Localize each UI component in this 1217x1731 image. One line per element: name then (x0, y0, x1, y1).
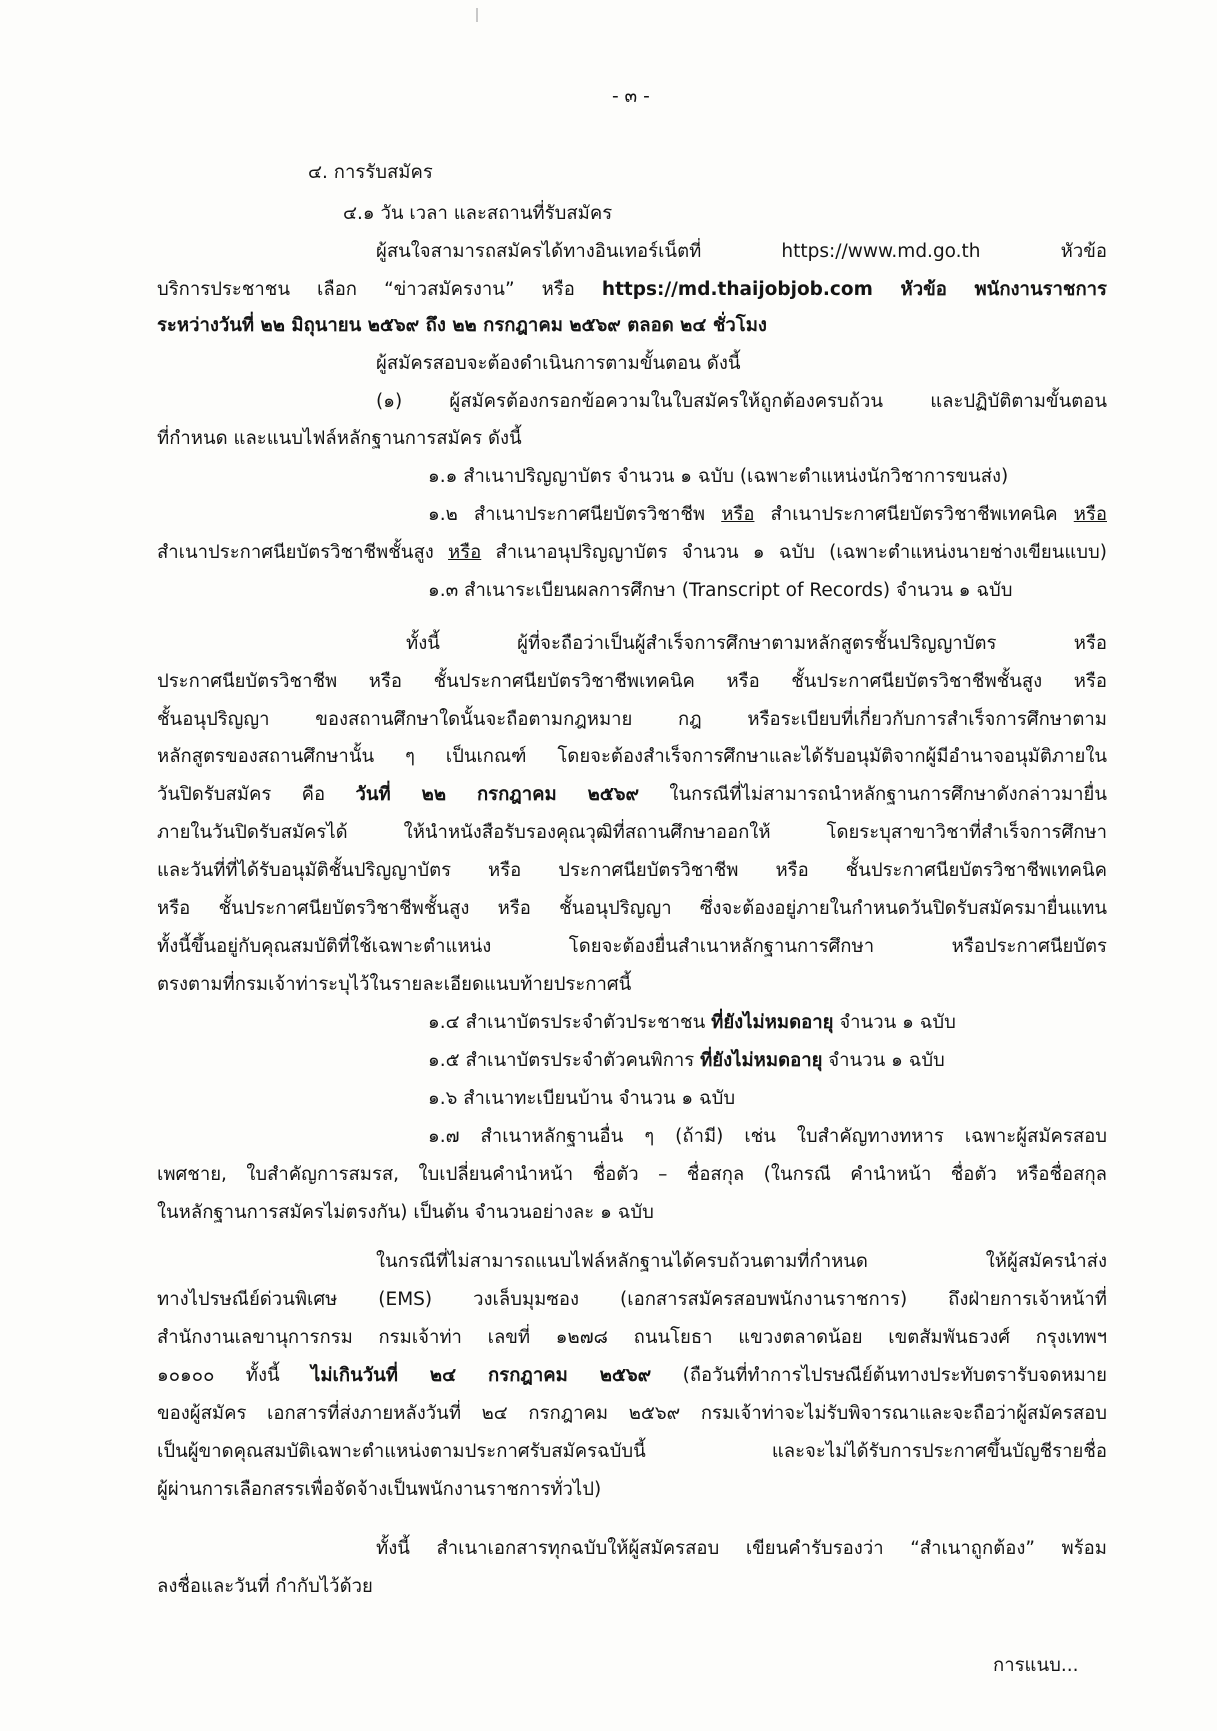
certify-line-1: ทั้งนี้ สำเนาเอกสารทุกฉบับให้ผู้สมัครสอบ เขียนคำรับรองว่า “สำเนาถูกต้อง” พร้อม (376, 1538, 1107, 1559)
item-1-2-or-1: หรือ (721, 504, 755, 525)
item-1-4-validity: ที่ยังไม่หมดอายุ (711, 1012, 834, 1033)
intro-line-2 (157, 281, 1107, 300)
item-1-5-count: จำนวน ๑ ฉบับ (822, 1050, 945, 1071)
section-heading: ๔. การรับสมัคร (308, 162, 433, 183)
intro-line-1: ผู้สนใจสามารถสมัครได้ทางอินเทอร์เน็ตที่ https://www.md.go.th หัวข้อ (376, 241, 1107, 262)
item-1-2-text-c: สำเนาประกาศนียบัตรวิชาชีพชั้นสูง (157, 542, 448, 563)
edu-line-5 (157, 786, 1107, 805)
item-1-7-line-1: ๑.๗ สำเนาหลักฐานอื่น ๆ (ถ้ามี) เช่น ใบสำคัญทางทหาร เฉพาะผู้สมัครสอบ (428, 1126, 1107, 1147)
item-1-2-line-2 (157, 544, 1107, 563)
item-1-7-line-3: ในหลักฐานการสมัครไม่ตรงกัน) เป็นต้น จำนวนอย่างละ ๑ ฉบับ (157, 1202, 654, 1223)
item-1-2-or-3: หรือ (448, 542, 482, 563)
subsection-heading: ๔.๑ วัน เวลา และสถานที่รับสมัคร (343, 203, 613, 224)
intro-line-2-text: บริการประชาชน เลือก “ข่าวสมัครงาน” หรือ (157, 279, 602, 300)
item-1-2-text-b: สำเนาประกาศนียบัตรวิชาชีพเทคนิค (754, 504, 1074, 525)
item-1-1: ๑.๑ สำเนาปริญญาบัตร จำนวน ๑ ฉบับ (เฉพาะตำแหน่งนักวิชาการขนส่ง) (428, 466, 1009, 487)
ems-line-3: สำนักงานเลขานุการกรม กรมเจ้าท่า เลขที่ ๑๒๗๘ ถนนโยธา แขวงตลาดน้อย เขตสัมพันธวงศ์ กรุงเทพฯ (157, 1327, 1107, 1348)
edu-line-8: หรือ ชั้นประกาศนียบัตรวิชาชีพชั้นสูง หรือ ชั้นอนุปริญญา ซึ่งจะต้องอยู่ภายในกำหนดวันปิดรับสมัครมายื่นแทน (157, 898, 1107, 919)
item-1-6: ๑.๖ สำเนาทะเบียนบ้าน จำนวน ๑ ฉบับ (428, 1088, 736, 1109)
edu-line-2: ประกาศนียบัตรวิชาชีพ หรือ ชั้นประกาศนียบัตรวิชาชีพเทคนิค หรือ ชั้นประกาศนียบัตรวิชาชีพชั้นสูง หรือ (157, 671, 1107, 692)
ems-line-5: ของผู้สมัคร เอกสารที่ส่งภายหลังวันที่ ๒๔ กรกฎาคม ๒๕๖๙ กรมเจ้าท่าจะไม่รับพิจารณาและจะถือว่าผู้สมัครสอบ (157, 1403, 1107, 1424)
ems-line-2: ทางไปรษณีย์ด่วนพิเศษ (EMS) วงเล็บมุมซอง (เอกสารสมัครสอบพนักงานราชการ) ถึงฝ่ายการเจ้าหน้าที่ (157, 1289, 1107, 1310)
item-1-4-count: จำนวน ๑ ฉบับ (833, 1012, 956, 1033)
item-1-2-line-1 (428, 506, 1107, 525)
item-1-2-or-2: หรือ (1073, 504, 1107, 525)
edu-line-4: หลักสูตรของสถานศึกษานั้น ๆ เป็นเกณฑ์ โดยจะต้องสำเร็จการศึกษาและได้รับอนุมัติจากผู้มีอำนาจอนุมัติภายใน (157, 746, 1107, 767)
item-1-5-text: ๑.๕ สำเนาบัตรประจำตัวคนพิการ (428, 1050, 701, 1071)
item-1-2-text-d: สำเนาอนุปริญญาบัตร จำนวน ๑ ฉบับ (เฉพาะตำแหน่งนายช่างเขียนแบบ) (481, 542, 1107, 563)
ems-line-4-text-c: (ถือวันที่ทำการไปรษณีย์ต้นทางประทับตรารับจดหมาย (651, 1365, 1108, 1386)
item-1-2-text-a: ๑.๒ สำเนาประกาศนียบัตรวิชาชีพ (428, 504, 722, 525)
item-1-5 (428, 1052, 945, 1071)
ems-line-4-deadline: ไม่เกินวันที่ ๒๔ กรกฎาคม ๒๕๖๙ (311, 1365, 652, 1386)
intro-line-3: ระหว่างวันที่ ๒๒ มิถุนายน ๒๕๖๙ ถึง ๒๒ กรกฎาคม ๒๕๖๙ ตลอด ๒๔ ชั่วโมง (157, 315, 767, 336)
edu-line-9: ทั้งนี้ขึ้นอยู่กับคุณสมบัติที่ใช้เฉพาะตำแหน่ง โดยจะต้องยื่นสำเนาหลักฐานการศึกษา หรือประกาศนียบัตร (157, 936, 1107, 957)
intro-line-4: ผู้สมัครสอบจะต้องดำเนินการตามขั้นตอน ดังนี้ (376, 353, 741, 374)
certify-line-2: ลงชื่อและวันที่ กำกับไว้ด้วย (157, 1576, 373, 1597)
edu-line-10: ตรงตามที่กรมเจ้าท่าระบุไว้ในรายละเอียดแนบท้ายประกาศนี้ (157, 974, 632, 995)
edu-line-5-text-c: ในกรณีที่ไม่สามารถนำหลักฐานการศึกษาดังกล่าวมายื่น (639, 784, 1107, 805)
edu-line-5-deadline: วันที่ ๒๒ กรกฎาคม ๒๕๖๙ (355, 784, 640, 805)
ems-line-4-text-a: ๑๐๑๐๐ ทั้งนี้ (157, 1365, 312, 1386)
item-1-7-line-2: เพศชาย, ใบสำคัญการสมรส, ใบเปลี่ยนคำนำหน้า ชื่อตัว – ชื่อสกุล (ในกรณี คำนำหน้า ชื่อตัว หรือชื่อสกุล (157, 1164, 1107, 1185)
page-number: - ๓ - (612, 86, 650, 107)
scan-speck (476, 8, 478, 22)
item-1-5-validity: ที่ยังไม่หมดอายุ (700, 1050, 823, 1071)
ems-line-1: ในกรณีที่ไม่สามารถแนบไฟล์หลักฐานได้ครบถ้วนตามที่กำหนด ให้ผู้สมัครนำส่ง (376, 1251, 1107, 1272)
ems-line-6: เป็นผู้ขาดคุณสมบัติเฉพาะตำแหน่งตามประกาศรับสมัครฉบับนี้ และจะไม่ได้รับการประกาศขึ้นบัญชีรายชื่อ (157, 1441, 1107, 1462)
edu-line-7: และวันที่ที่ได้รับอนุมัติชั้นปริญญาบัตร หรือ ประกาศนียบัตรวิชาชีพ หรือ ชั้นประกาศนียบัตรวิชาชีพเทคนิค (157, 860, 1107, 881)
item-1-4-text: ๑.๔ สำเนาบัตรประจำตัวประชาชน (428, 1012, 712, 1033)
item-1-4 (428, 1014, 956, 1033)
edu-line-1: ทั้งนี้ ผู้ที่จะถือว่าเป็นผู้สำเร็จการศึกษาตามหลักสูตรชั้นปริญญาบัตร หรือ (406, 633, 1107, 654)
continuation-text: การแนบ... (993, 1655, 1079, 1676)
edu-line-5-text-a: วันปิดรับสมัคร คือ (157, 784, 356, 805)
item-1-3: ๑.๓ สำเนาระเบียนผลการศึกษา (Transcript of Records) จำนวน ๑ ฉบับ (428, 580, 1013, 601)
intro-line-6: ที่กำหนด และแนบไฟล์หลักฐานการสมัคร ดังนี้ (157, 428, 522, 449)
intro-line-5: (๑) ผู้สมัครต้องกรอกข้อความในใบสมัครให้ถูกต้องครบถ้วน และปฏิบัติตามขั้นตอน (376, 391, 1107, 412)
edu-line-6: ภายในวันปิดรับสมัครได้ ให้นำหนังสือรับรองคุณวุฒิที่สถานศึกษาออกให้ โดยระบุสาขาวิชาที่สำเร็จการศึกษา (157, 822, 1107, 843)
ems-line-7: ผู้ผ่านการเลือกสรรเพื่อจัดจ้างเป็นพนักงานราชการทั่วไป) (157, 1479, 602, 1500)
edu-line-3: ชั้นอนุปริญญา ของสถานศึกษาใดนั้นจะถือตามกฎหมาย กฎ หรือระเบียบที่เกี่ยวกับการสำเร็จการศึกษาตาม (157, 709, 1107, 730)
intro-line-2-url: https://md.thaijobjob.com หัวข้อ พนักงานราชการ (601, 279, 1107, 300)
ems-line-4 (157, 1367, 1107, 1386)
